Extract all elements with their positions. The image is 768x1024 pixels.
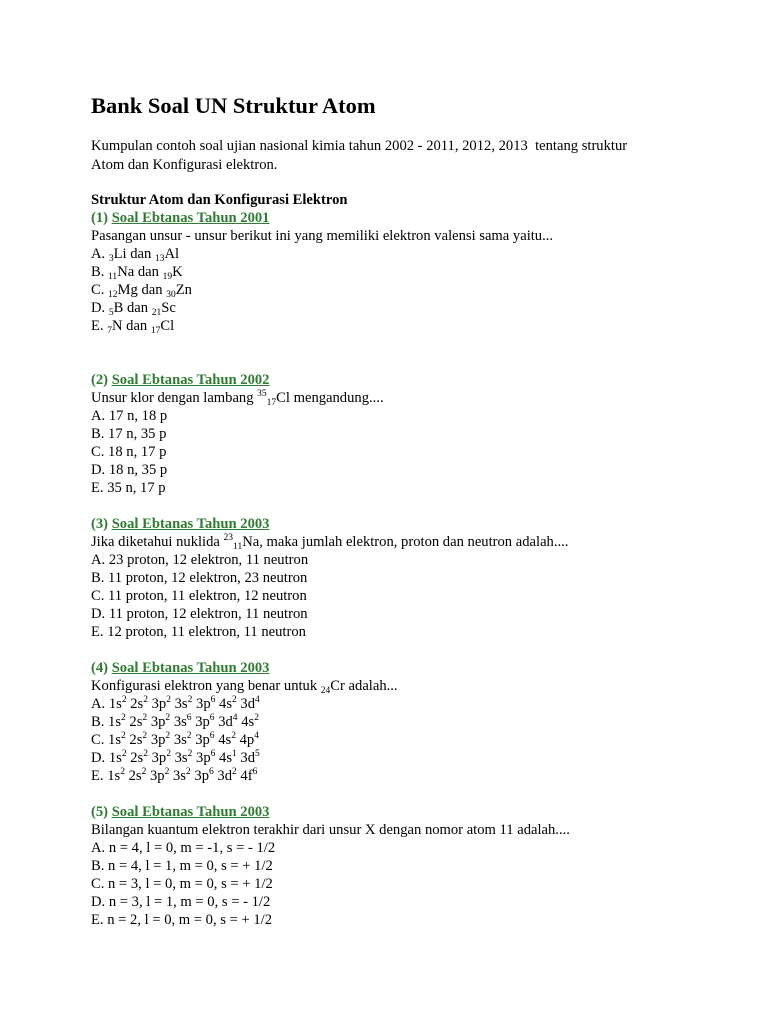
question-text: Pasangan unsur - unsur berikut ini yang memiliki elektron valensi sama yaitu... <box>91 228 554 244</box>
answer-option-e: E. 12 proton, 11 elektron, 11 neutron <box>91 624 306 640</box>
electron-count: 2 <box>232 695 237 705</box>
answer-option-c: C. 11 proton, 11 elektron, 12 neutron <box>91 588 307 604</box>
answer-option-d <box>91 749 711 767</box>
question-source-link[interactable]: Soal Ebtanas Tahun 2002 <box>111 372 270 388</box>
intro-line: Kumpulan contoh soal ujian nasional kimia tahun 2002 - 2011, 2012, 2013 tentang struktur <box>91 138 628 154</box>
answer-option-d: D. 18 n, 35 p <box>91 462 168 478</box>
electron-count: 2 <box>142 713 148 723</box>
question-2 <box>91 371 711 497</box>
answer-option-b: B. $_{11}$Na dan $_{19}$K <box>91 264 183 282</box>
orbital: 1s <box>107 768 121 784</box>
orbital: 4f <box>240 768 253 784</box>
answer-option-d: D. n = 3, l = 1, m = 0, s = - 1/2 <box>91 894 271 910</box>
answer-option-b <box>91 713 711 731</box>
answer-option-b: B. 17 n, 35 p <box>91 426 167 442</box>
question-header <box>91 515 711 533</box>
question-number: (1) <box>91 210 109 226</box>
electron-count: 6 <box>209 731 215 741</box>
orbital: 1s <box>108 732 122 748</box>
question-1 <box>91 209 711 335</box>
answer-option-d: D. $_5$B dan $_{21}$Sc <box>91 300 176 318</box>
question-header <box>91 371 711 389</box>
question-source-link[interactable]: Soal Ebtanas Tahun 2003 <box>111 660 270 676</box>
intro-line: Atom dan Konfigurasi elektron. <box>91 157 278 173</box>
answer-option-e: E. $_7$N dan $_{17}$Cl <box>91 318 175 336</box>
question-source-link[interactable]: Soal Ebtanas Tahun 2003 <box>111 516 270 532</box>
electron-count: 2 <box>165 731 171 741</box>
orbital: 4s <box>219 750 232 766</box>
orbital: 3p <box>195 714 210 730</box>
page-title: Bank Soal UN Struktur Atom <box>91 93 376 118</box>
electron-count: 2 <box>121 731 126 741</box>
answer-option-a: A. $_3$Li dan $_{13}$Al <box>91 246 180 264</box>
question-4 <box>91 659 711 785</box>
electron-count: 2 <box>186 731 192 741</box>
electron-count: 2 <box>187 695 193 705</box>
electron-count: 5 <box>255 749 260 759</box>
orbital: 4p <box>239 732 255 748</box>
orbital: 2s <box>130 750 144 766</box>
answer-option-e <box>91 767 711 785</box>
orbital: 1s <box>108 714 122 730</box>
answer-option-c: C. n = 3, l = 0, m = 0, s = + 1/2 <box>91 876 273 892</box>
question-text: Jika diketahui nuklida $^{23}_{11}$Na, maka jumlah elektron, proton dan neutron adalah.... <box>91 533 569 552</box>
orbital: 3p <box>150 732 166 748</box>
electron-count: 2 <box>143 695 148 705</box>
answer-option-a: A. 17 n, 18 p <box>91 408 168 424</box>
orbital: 2s <box>130 696 144 712</box>
electron-count: 2 <box>143 749 148 759</box>
orbital: 3s <box>174 696 188 712</box>
orbital: 3p <box>196 750 211 766</box>
electron-count: 2 <box>165 713 171 723</box>
electron-count: 2 <box>121 713 126 723</box>
electron-count: 4 <box>232 713 238 723</box>
question-number: (5) <box>91 804 109 820</box>
option-label: C. <box>91 732 109 748</box>
orbital: 3p <box>195 732 210 748</box>
orbital: 3d <box>218 714 233 730</box>
question-header <box>91 659 711 677</box>
electron-count: 2 <box>120 767 125 777</box>
electron-count: 1 <box>232 749 237 759</box>
question-list <box>91 191 711 947</box>
answer-option-c: C. 18 n, 17 p <box>91 444 167 460</box>
orbital: 4s <box>241 714 255 730</box>
question-3 <box>91 515 711 641</box>
question-5 <box>91 803 711 929</box>
orbital: 3p <box>196 696 211 712</box>
option-label: E. <box>91 768 108 784</box>
orbital: 1s <box>108 750 122 766</box>
question-number: (2) <box>91 372 109 388</box>
section-heading: Struktur Atom dan Konfigurasi Elektron <box>91 192 348 208</box>
intro-paragraph <box>91 137 691 175</box>
question-source-link[interactable]: Soal Ebtanas Tahun 2001 <box>111 210 270 226</box>
orbital: 1s <box>108 696 122 712</box>
electron-count: 2 <box>231 731 236 741</box>
electron-count: 2 <box>121 749 127 759</box>
orbital: 3d <box>240 750 255 766</box>
answer-option-c: C. $_{12}$Mg dan $_{30}$Zn <box>91 282 192 300</box>
orbital: 2s <box>129 732 143 748</box>
orbital: 3s <box>173 732 187 748</box>
orbital: 2s <box>129 714 143 730</box>
electron-count: 6 <box>186 713 192 723</box>
electron-count: 2 <box>121 695 127 705</box>
orbital: 3s <box>174 750 188 766</box>
electron-count: 6 <box>210 695 216 705</box>
answer-option-b: B. 11 proton, 12 elektron, 23 neutron <box>91 570 308 586</box>
question-source-link[interactable]: Soal Ebtanas Tahun 2003 <box>111 804 270 820</box>
option-label: A. <box>91 696 109 712</box>
electron-count: 4 <box>255 695 260 705</box>
orbital: 3p <box>151 696 167 712</box>
option-label: B. <box>91 714 109 730</box>
orbital: 3p <box>150 768 165 784</box>
electron-count: 2 <box>142 731 148 741</box>
electron-count: 6 <box>210 749 216 759</box>
answer-option-a <box>91 695 711 713</box>
question-text: Bilangan kuantum elektron terakhir dari unsur X dengan nomor atom 11 adalah.... <box>91 822 570 838</box>
electron-count: 2 <box>231 767 237 777</box>
answer-option-a: A. 23 proton, 12 elektron, 11 neutron <box>91 552 309 568</box>
orbital: 4s <box>218 732 232 748</box>
question-number: (3) <box>91 516 109 532</box>
electron-count: 2 <box>166 749 171 759</box>
electron-count: 2 <box>185 767 191 777</box>
option-label: D. <box>91 750 109 766</box>
orbital: 2s <box>128 768 142 784</box>
orbital: 3s <box>173 714 187 730</box>
answer-option-e: E. 35 n, 17 p <box>91 480 166 496</box>
answer-option-d: D. 11 proton, 12 elektron, 11 neutron <box>91 606 308 622</box>
electron-count: 6 <box>252 767 258 777</box>
electron-count: 2 <box>254 713 259 723</box>
question-text: Unsur klor dengan lambang $^{35}_{17}$Cl mengandung.... <box>91 389 384 408</box>
orbital: 4s <box>219 696 232 712</box>
electron-count: 4 <box>254 731 259 741</box>
electron-count: 6 <box>208 767 214 777</box>
electron-count: 2 <box>166 695 171 705</box>
question-number: (4) <box>91 660 109 676</box>
electron-count: 6 <box>209 713 215 723</box>
answer-option-c <box>91 731 711 749</box>
question-header <box>91 209 711 227</box>
question-text: Konfigurasi elektron yang benar untuk $_{24}$Cr adalah... <box>91 678 398 696</box>
orbital: 3s <box>173 768 186 784</box>
orbital: 3p <box>194 768 209 784</box>
electron-count: 2 <box>141 767 147 777</box>
orbital: 3d <box>240 696 255 712</box>
orbital: 3d <box>217 768 232 784</box>
electron-count: 2 <box>164 767 170 777</box>
answer-option-b: B. n = 4, l = 1, m = 0, s = + 1/2 <box>91 858 273 874</box>
electron-count: 2 <box>187 749 193 759</box>
answer-option-e: E. n = 2, l = 0, m = 0, s = + 1/2 <box>91 912 273 928</box>
orbital: 3p <box>150 714 166 730</box>
orbital: 3p <box>151 750 167 766</box>
question-header <box>91 803 711 821</box>
answer-option-a: A. n = 4, l = 0, m = -1, s = - 1/2 <box>91 840 276 856</box>
